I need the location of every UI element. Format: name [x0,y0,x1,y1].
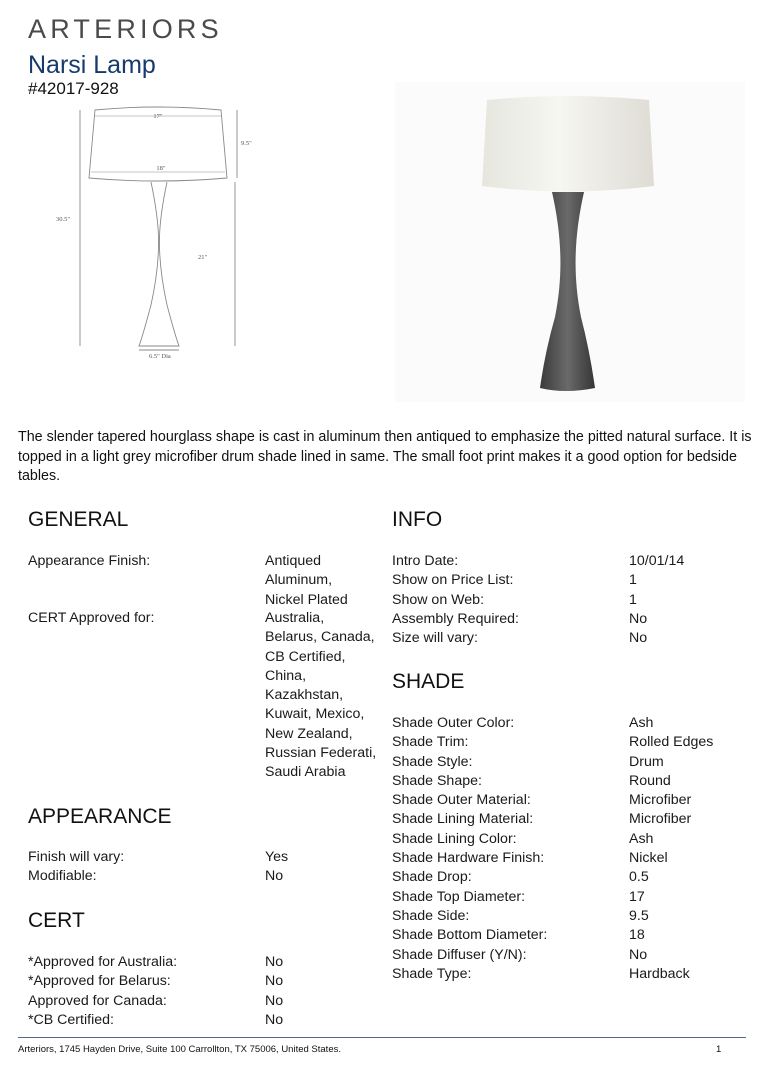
shade-heading: SHADE [392,670,465,693]
dim-shade-height: 9.5" [241,140,252,147]
product-description: The slender tapered hourglass shape is cast in aluminum then antiqued to emphasize the pitted natural surface. It is topped in a light grey microfiber drum shade lined in same. The small foot print makes it a good option for bedside tables. [18,429,752,484]
info-values: 10/01/14 1 1 No No [629,553,685,647]
dim-overall-height: 30.5" [56,216,71,223]
dimension-drawing [55,100,275,365]
shade-labels: Shade Outer Color: Shade Trim: Shade Style: Shade Shape: Shade Outer Material: Shade Lining Material: Shade Lining Color: Shade Hardware Finish: Shade Drop: Shade Top Diameter: Shade Side: Shade Bottom Diameter: Shade Diffuser (Y/N): Shade Type: [392,715,548,982]
product-photo [395,82,745,402]
dim-bottom-diameter: 18" [156,165,166,172]
appearance-heading: APPEARANCE [28,805,172,828]
info-heading: INFO [392,508,443,531]
dim-base-diameter: 6.5" Dia [149,353,171,360]
cert-labels: *Approved for Australia: *Approved for Belarus: Approved for Canada: *CB Certified: [28,954,178,1028]
product-title: Narsi Lamp [28,51,156,79]
general-value-finish: Antiqued Aluminum, Nickel Plated [265,553,348,608]
general-label-cert: CERT Approved for: [28,610,155,626]
footer-rule [18,1037,746,1038]
brand-logo: ARTERIORS [28,14,223,44]
page-number: 1 [716,1044,722,1055]
cert-heading: CERT [28,909,85,932]
cert-values: No No No No [265,954,284,1028]
appearance-values: Yes No [265,849,289,885]
dim-top-diameter: 17" [153,113,163,120]
general-label-finish: Appearance Finish: [28,553,151,569]
general-value-cert: Australia, Belarus, Canada, CB Certified, China, Kazakhstan, Kuwait, Mexico, New Zealand, Russian Federati, Saudi Arabia [265,610,377,781]
info-labels: Intro Date: Show on Price List: Show on Web: Assembly Required: Size will vary: [392,553,519,647]
appearance-labels: Finish will vary: Modifiable: [28,849,125,885]
general-heading: GENERAL [28,508,129,531]
footer-address: Arteriors, 1745 Hayden Drive, Suite 100 Carrollton, TX 75006, United States. [18,1044,341,1055]
shade-values: Ash Rolled Edges Drum Round Microfiber Microfiber Ash Nickel 0.5 17 9.5 18 No Hardback [629,715,714,982]
dim-base-height: 21" [198,254,208,261]
product-sku: #42017-928 [28,79,119,98]
